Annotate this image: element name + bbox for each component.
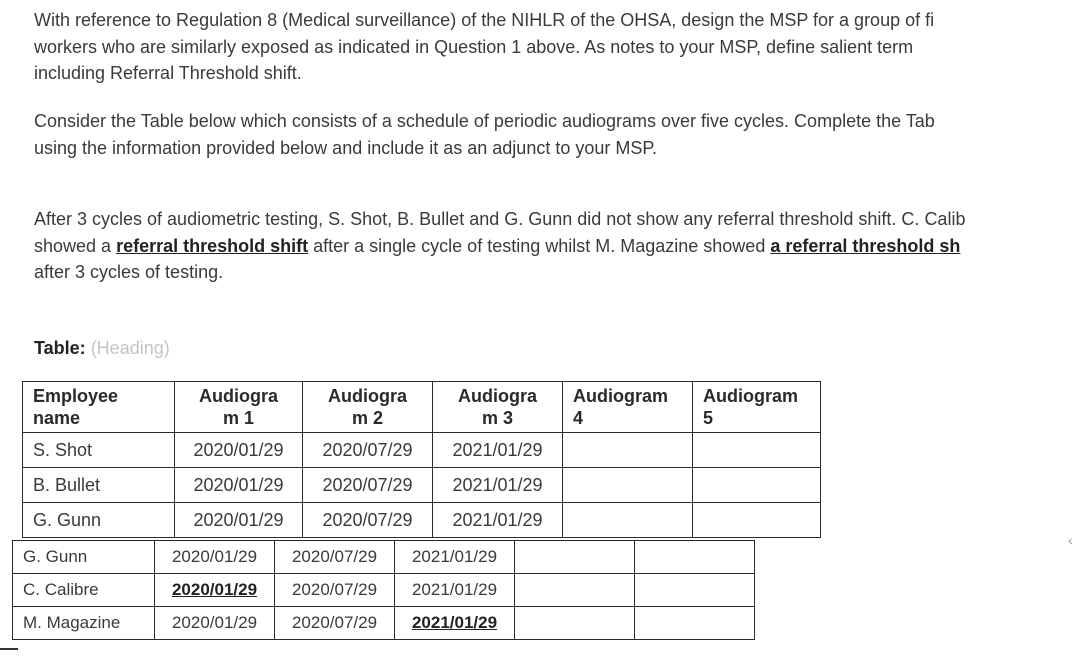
text-span: showed a bbox=[34, 235, 117, 256]
cell-employee[interactable]: S. Shot bbox=[23, 433, 175, 468]
cell-employee[interactable]: C. Calibre bbox=[13, 574, 155, 607]
cell-employee[interactable]: B. Bullet bbox=[23, 468, 175, 503]
cell-audiogram-4[interactable] bbox=[563, 468, 693, 503]
cell-audiogram-3[interactable]: 2021/01/29 bbox=[395, 574, 515, 607]
table-header-row bbox=[23, 382, 821, 433]
cell-audiogram-2[interactable]: 2020/07/29 bbox=[303, 468, 433, 503]
audiogram-schedule-table-continued bbox=[12, 540, 755, 640]
text-line: After 3 cycles of audiometric testing, S. Shot, B. Bullet and G. Gunn did not show any referral threshold shift. C. Calib bbox=[34, 209, 966, 229]
header-audiogram-4: Audiogram 4 bbox=[563, 382, 693, 433]
cell-audiogram-4[interactable] bbox=[563, 503, 693, 538]
text-line bbox=[34, 233, 965, 260]
header-audiogram-2: Audiogra m 2 bbox=[303, 382, 433, 433]
text-line: using the information provided below and include it as an adjunct to your MSP. bbox=[34, 137, 658, 158]
cell-audiogram-5[interactable] bbox=[635, 607, 755, 640]
cell-audiogram-3[interactable]: 2021/01/29 bbox=[395, 541, 515, 574]
cell-audiogram-2[interactable]: 2020/07/29 bbox=[303, 503, 433, 538]
cell-audiogram-2[interactable]: 2020/07/29 bbox=[275, 574, 395, 607]
instructions-paragraph bbox=[34, 108, 935, 161]
table-row bbox=[13, 541, 755, 574]
table-row bbox=[23, 433, 821, 468]
header-audiogram-3: Audiogra m 3 bbox=[433, 382, 563, 433]
table-heading-placeholder[interactable]: (Heading) bbox=[90, 338, 170, 358]
cell-audiogram-3-referral-shift[interactable]: 2021/01/29 bbox=[395, 607, 515, 640]
cell-audiogram-5[interactable] bbox=[693, 433, 821, 468]
table-row bbox=[13, 574, 755, 607]
cell-audiogram-4[interactable] bbox=[515, 607, 635, 640]
header-audiogram-1: Audiogra m 1 bbox=[175, 382, 303, 433]
cell-audiogram-3[interactable]: 2021/01/29 bbox=[433, 433, 563, 468]
referral-shift-emphasis: referral threshold shift bbox=[116, 235, 309, 256]
table-row bbox=[13, 607, 755, 640]
text-line: workers who are similarly exposed as indicated in Question 1 above. As notes to your MSP, define salient term bbox=[34, 36, 914, 57]
header-employee-name: Employee name bbox=[23, 382, 175, 433]
cell-employee[interactable]: G. Gunn bbox=[23, 503, 175, 538]
text-line: Consider the Table below which consists of a schedule of periodic audiograms over five cycles. Complete the Tab bbox=[34, 111, 935, 131]
cell-audiogram-3[interactable]: 2021/01/29 bbox=[433, 503, 563, 538]
cell-audiogram-1[interactable]: 2020/01/29 bbox=[155, 607, 275, 640]
text-line: including Referral Threshold shift. bbox=[34, 63, 302, 83]
table-row bbox=[23, 468, 821, 503]
text-line: after 3 cycles of testing. bbox=[34, 262, 224, 282]
cell-audiogram-1[interactable]: 2020/01/29 bbox=[175, 468, 303, 503]
cell-audiogram-4[interactable] bbox=[515, 574, 635, 607]
cell-audiogram-5[interactable] bbox=[693, 468, 821, 503]
cell-audiogram-2[interactable]: 2020/07/29 bbox=[275, 607, 395, 640]
header-audiogram-5: Audiogram 5 bbox=[693, 382, 821, 433]
cell-audiogram-5[interactable] bbox=[693, 503, 821, 538]
cell-audiogram-5[interactable] bbox=[635, 574, 755, 607]
table-heading bbox=[34, 336, 170, 360]
cell-audiogram-1[interactable]: 2020/01/29 bbox=[155, 541, 275, 574]
cell-audiogram-4[interactable] bbox=[563, 433, 693, 468]
chevron-left-icon[interactable]: ‹ bbox=[1068, 532, 1073, 548]
page-edge-divider bbox=[0, 648, 18, 650]
regulation-paragraph bbox=[34, 7, 934, 87]
table-heading-label: Table: bbox=[34, 338, 86, 358]
audiogram-schedule-table bbox=[22, 381, 821, 538]
cell-audiogram-3[interactable]: 2021/01/29 bbox=[433, 468, 563, 503]
cell-audiogram-1[interactable]: 2020/01/29 bbox=[175, 433, 303, 468]
cell-employee[interactable]: G. Gunn bbox=[13, 541, 155, 574]
scenario-paragraph bbox=[34, 206, 965, 286]
cell-audiogram-1-referral-shift[interactable]: 2020/01/29 bbox=[155, 574, 275, 607]
cell-employee[interactable]: M. Magazine bbox=[13, 607, 155, 640]
text-span: after a single cycle of testing whilst M. Magazine showed bbox=[308, 235, 771, 256]
cell-audiogram-4[interactable] bbox=[515, 541, 635, 574]
cell-audiogram-5[interactable] bbox=[635, 541, 755, 574]
cell-audiogram-2[interactable]: 2020/07/29 bbox=[275, 541, 395, 574]
text-line: With reference to Regulation 8 (Medical surveillance) of the NIHLR of the OHSA, design the MSP for a group of fi bbox=[34, 10, 935, 30]
cell-audiogram-2[interactable]: 2020/07/29 bbox=[303, 433, 433, 468]
referral-shift-emphasis: a referral threshold sh bbox=[770, 235, 961, 256]
table-row bbox=[23, 503, 821, 538]
cell-audiogram-1[interactable]: 2020/01/29 bbox=[175, 503, 303, 538]
